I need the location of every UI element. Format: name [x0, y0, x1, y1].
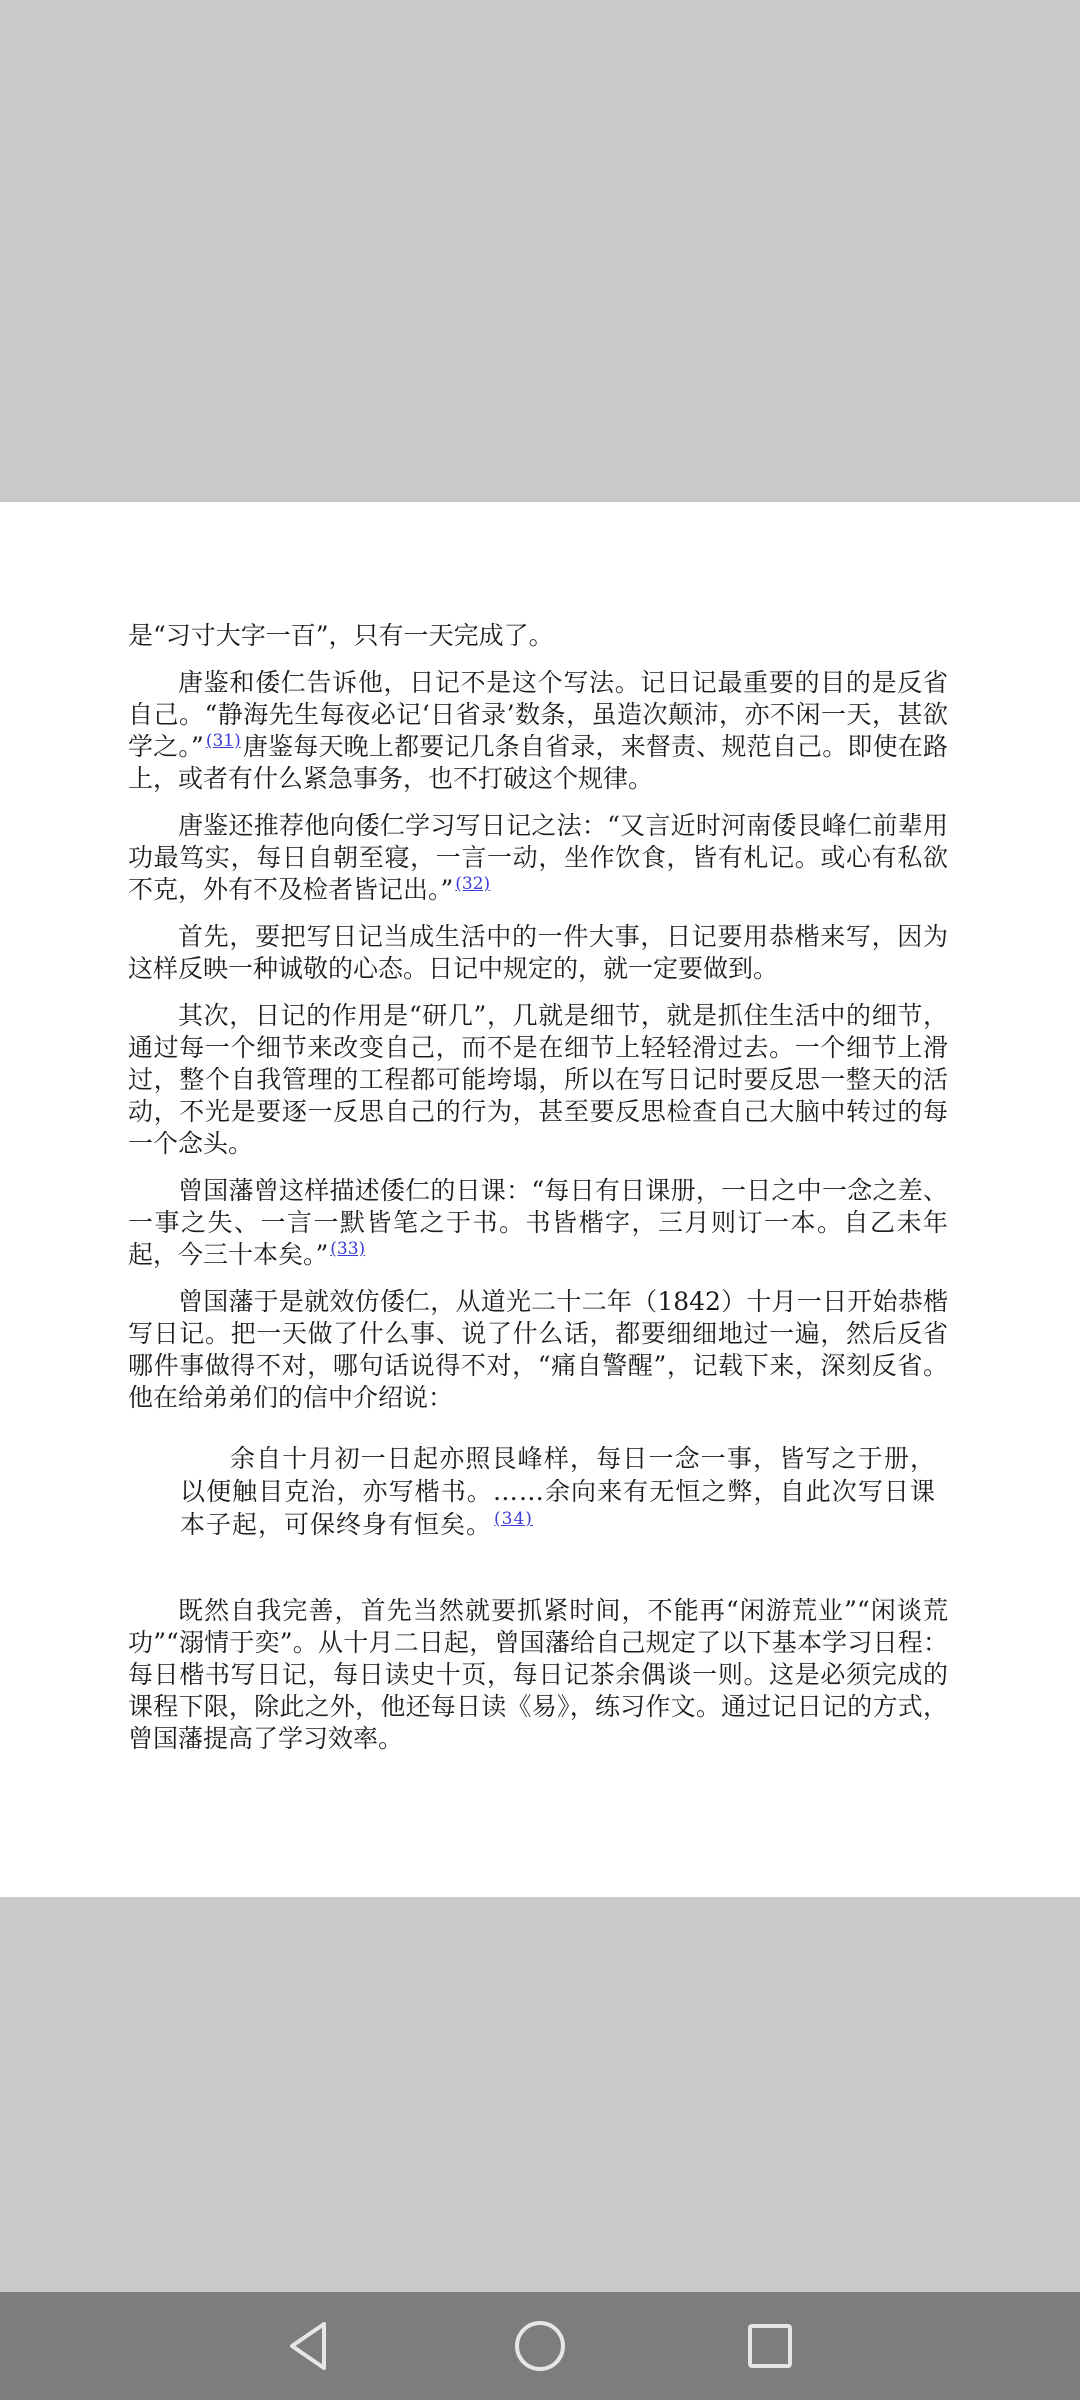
paragraph-6: 曾国藩曾这样描述倭仁的日课：“每日有日课册，一日之中一念之差、一事之失、一言一默皆笔之于书。书皆楷字，三月则订一本。自乙未年起，今三十本矣。” $^{(33)}$ [128, 1176, 948, 1269]
block-quote: 余自十月初一日起亦照艮峰样，每日一念一事，皆写之于册，以便触目克治，亦写楷书。……余向来有无恒之弊，自此次写日课本子起，可保终身有恒矣。 $^{(34)}$ [180, 1444, 936, 1539]
paragraph-7: 曾国藩于是就效仿倭仁，从道光二十二年（1842）十月一日开始恭楷写日记。把一天做了什么事、说了什么话，都要细细地过一遍，然后反省哪件事做得不对，哪句话说得不对，“痛自警醒”，记载下来，深刻反省。他在给弟弟们的信中介绍说： [128, 1287, 948, 1412]
home-button[interactable] [510, 2316, 570, 2376]
back-button[interactable] [278, 2316, 338, 2376]
recents-button[interactable] [740, 2316, 800, 2376]
system-navigation-bar [0, 2292, 1080, 2400]
back-triangle-icon [284, 2320, 332, 2372]
paragraph-3: 唐鉴还推荐他向倭仁学习写日记之法：“又言近时河南倭艮峰仁前辈用功最笃实，每日自朝至寝，一言一动，坐作饮食，皆有札记。或心有私欲不克，外有不及检者皆记出。” $^{(32)}$ [128, 811, 948, 904]
paragraph-4: 首先，要把写日记当成生活中的一件大事，日记要用恭楷来写，因为这样反映一种诚敬的心态。日记中规定的，就一定要做到。 [128, 922, 948, 983]
footnote-link-31[interactable]: (31) [205, 731, 241, 751]
document-page[interactable] [0, 502, 1080, 1897]
paragraph-2: 唐鉴和倭仁告诉他，日记不是这个写法。记日记最重要的目的是反省自己。“静海先生每夜必记‘日省录’数条，虽造次颠沛，亦不闲一天，甚欲学之。” $^{(31)}$唐鉴每天晚上都要记几条自省录，来督责、规范自己。即使在路上，或者有什么紧急事务，也不打破这个规律。 [128, 668, 948, 793]
paragraph-closing: 既然自我完善，首先当然就要抓紧时间，不能再“闲游荒业”“闲谈荒功”“溺情于奕”。从十月二日起，曾国藩给自己规定了以下基本学习日程：每日楷书写日记，每日读史十页，每日记茶余偶谈一则。这是必须完成的课程下限，除此之外，他还每日读《易》，练习作文。通过记日记的方式，曾国藩提高了学习效率。 [128, 1596, 948, 1753]
footnote-link-34[interactable]: (34) [494, 1509, 533, 1529]
document-content [128, 620, 948, 1770]
recents-square-icon [744, 2320, 796, 2372]
footnote-link-33[interactable]: (33) [330, 1239, 366, 1259]
paragraph-1: 是“习寸大字一百”，只有一天完成了。 [128, 621, 554, 650]
footnote-link-32[interactable]: (32) [455, 874, 491, 894]
paragraph-5: 其次，日记的作用是“研几”，几就是细节，就是抓住生活中的细节，通过每一个细节来改变自己，而不是在细节上轻轻滑过去。一个细节上滑过，整个自我管理的工程都可能垮塌，所以在写日记时要反思一整天的活动，不光是要逐一反思自己的行为，甚至要反思检查自己大脑中转过的每一个念头。 [128, 1001, 948, 1158]
home-circle-icon [512, 2318, 568, 2374]
